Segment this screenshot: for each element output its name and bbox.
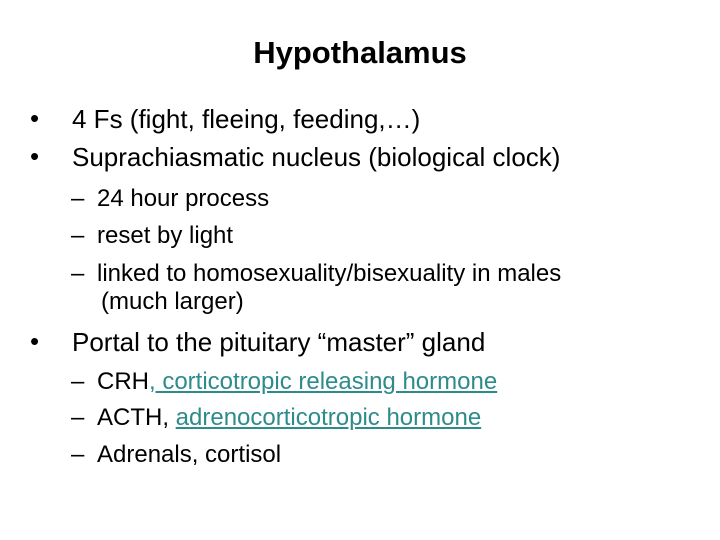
sub-item-acth [97,403,481,433]
bullet-marker: • [30,103,40,133]
dash-marker: – [71,368,85,395]
sub-item-linked: linked to homosexuality/bisexuality in males [97,260,562,287]
sub-item-24-hour: 24 hour process [97,185,270,212]
bullet-four-fs: 4 Fs (fight, fleeing, feeding,…) [72,104,421,134]
dash-marker: – [71,260,85,287]
sub-item-reset-by-light: reset by light [97,222,234,249]
bullet-marker: • [30,141,40,171]
bullet-marker: • [30,326,40,356]
sub-item-adrenals: Adrenals, cortisol [97,441,282,468]
crh-label: CRH [97,368,149,395]
slide-title: Hypothalamus [253,35,467,70]
acth-label: ACTH, [97,404,176,431]
dash-marker: – [71,404,85,431]
dash-marker: – [71,222,85,249]
acth-link[interactable]: adrenocorticotropic hormone [175,404,482,431]
sub-item-crh [97,367,497,397]
dash-marker: – [71,185,85,212]
sub-item-much-larger: (much larger) [101,288,244,315]
dash-marker: – [71,441,85,468]
bullet-suprachiasmatic: Suprachiasmatic nucleus (biological clock) [72,142,561,172]
bullet-portal-pituitary: Portal to the pituitary “master” gland [72,327,486,357]
crh-link[interactable]: , corticotropic releasing hormone [149,368,498,395]
